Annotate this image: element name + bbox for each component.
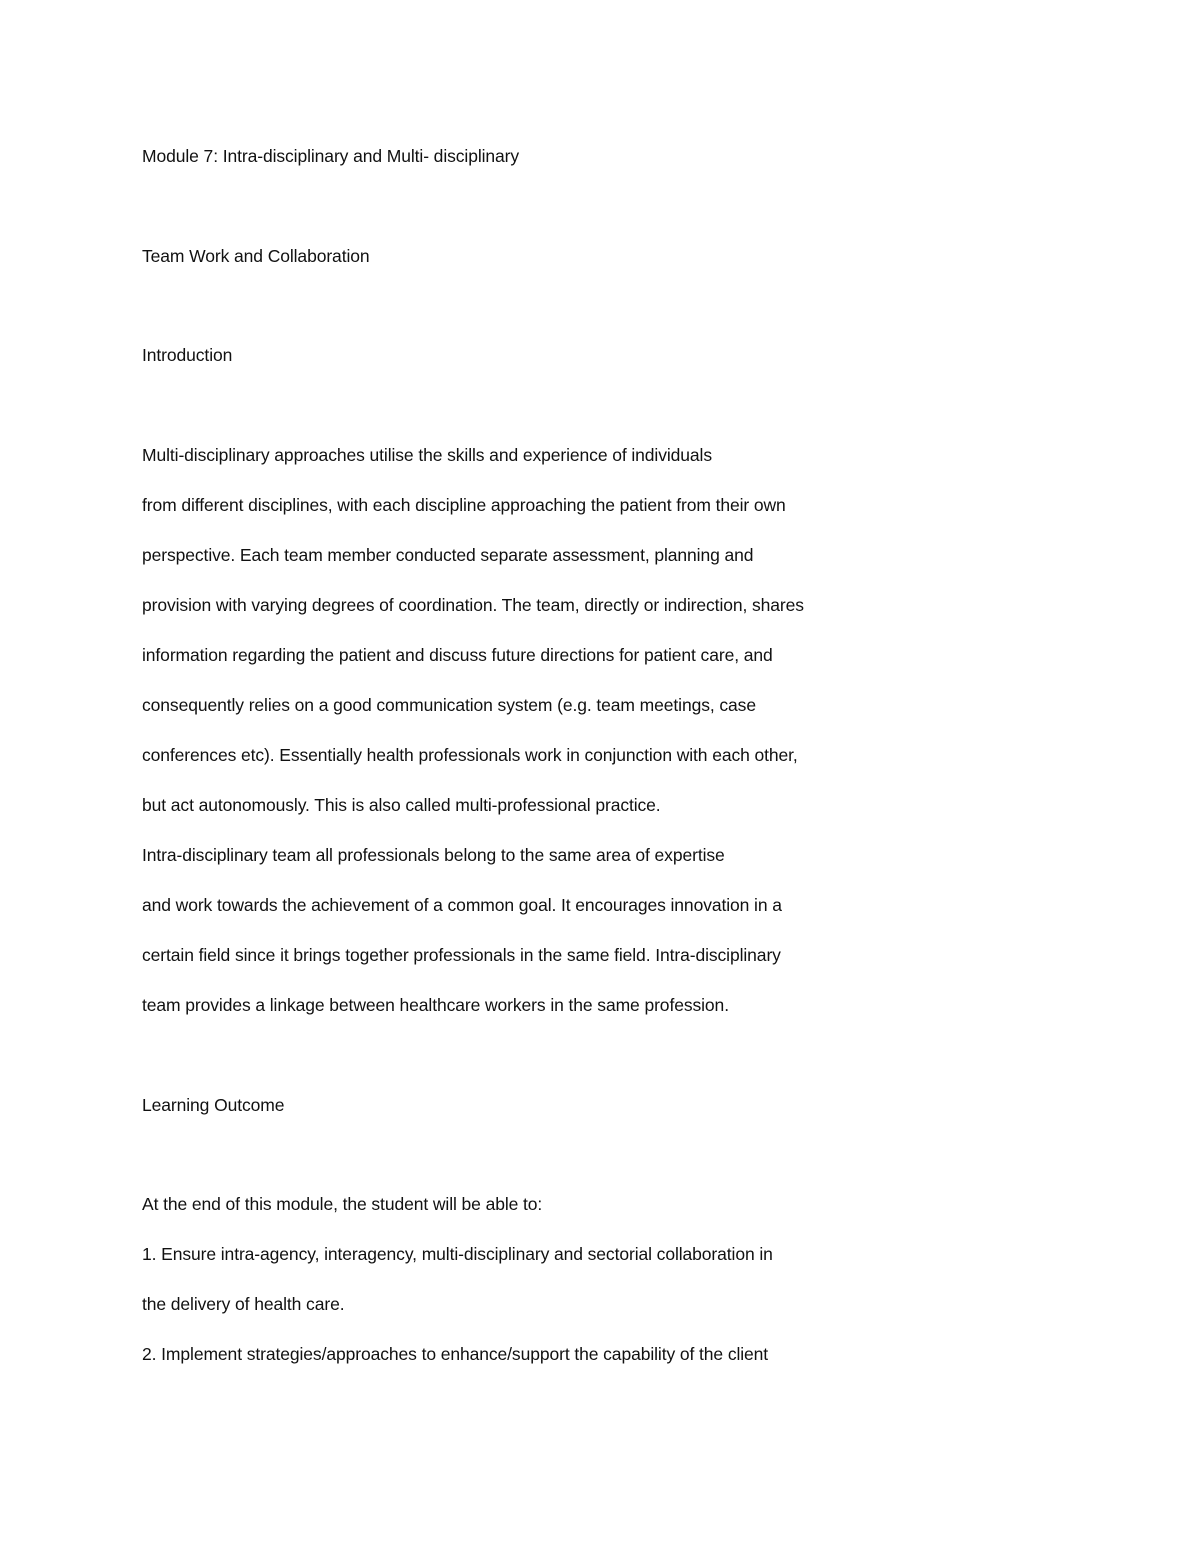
outcome-line: 2. Implement strategies/approaches to enhance/support the capability of the client	[142, 1344, 769, 1364]
learning-outcome-heading: Learning Outcome	[142, 1095, 285, 1115]
outcome-line: the delivery of health care.	[142, 1294, 345, 1314]
outcome-intro: At the end of this module, the student will be able to:	[142, 1194, 543, 1214]
introduction-line: Intra-disciplinary team all professionals belong to the same area of expertise	[142, 845, 725, 865]
introduction-line: information regarding the patient and discuss future directions for patient care, and	[142, 645, 773, 665]
introduction-line: from different disciplines, with each discipline approaching the patient from their own	[142, 495, 786, 515]
introduction-line: perspective. Each team member conducted separate assessment, planning and	[142, 545, 754, 565]
introduction-line: provision with varying degrees of coordination. The team, directly or indirection, shares	[142, 595, 804, 615]
module-title: Module 7: Intra-disciplinary and Multi- disciplinary	[142, 146, 520, 166]
introduction-line: team provides a linkage between healthcare workers in the same profession.	[142, 995, 729, 1015]
introduction-line: certain field since it brings together professionals in the same field. Intra-disciplinary	[142, 945, 781, 965]
introduction-line: conferences etc). Essentially health professionals work in conjunction with each other,	[142, 745, 798, 765]
introduction-line: consequently relies on a good communication system (e.g. team meetings, case	[142, 695, 756, 715]
outcome-line: 1. Ensure intra-agency, interagency, multi-disciplinary and sectorial collaboration in	[142, 1244, 773, 1264]
introduction-line: Multi-disciplinary approaches utilise the skills and experience of individuals	[142, 445, 712, 465]
introduction-line: and work towards the achievement of a common goal. It encourages innovation in a	[142, 895, 782, 915]
introduction-line: but act autonomously. This is also called multi-professional practice.	[142, 795, 661, 815]
introduction-heading: Introduction	[142, 345, 233, 365]
section-title: Team Work and Collaboration	[142, 246, 370, 266]
